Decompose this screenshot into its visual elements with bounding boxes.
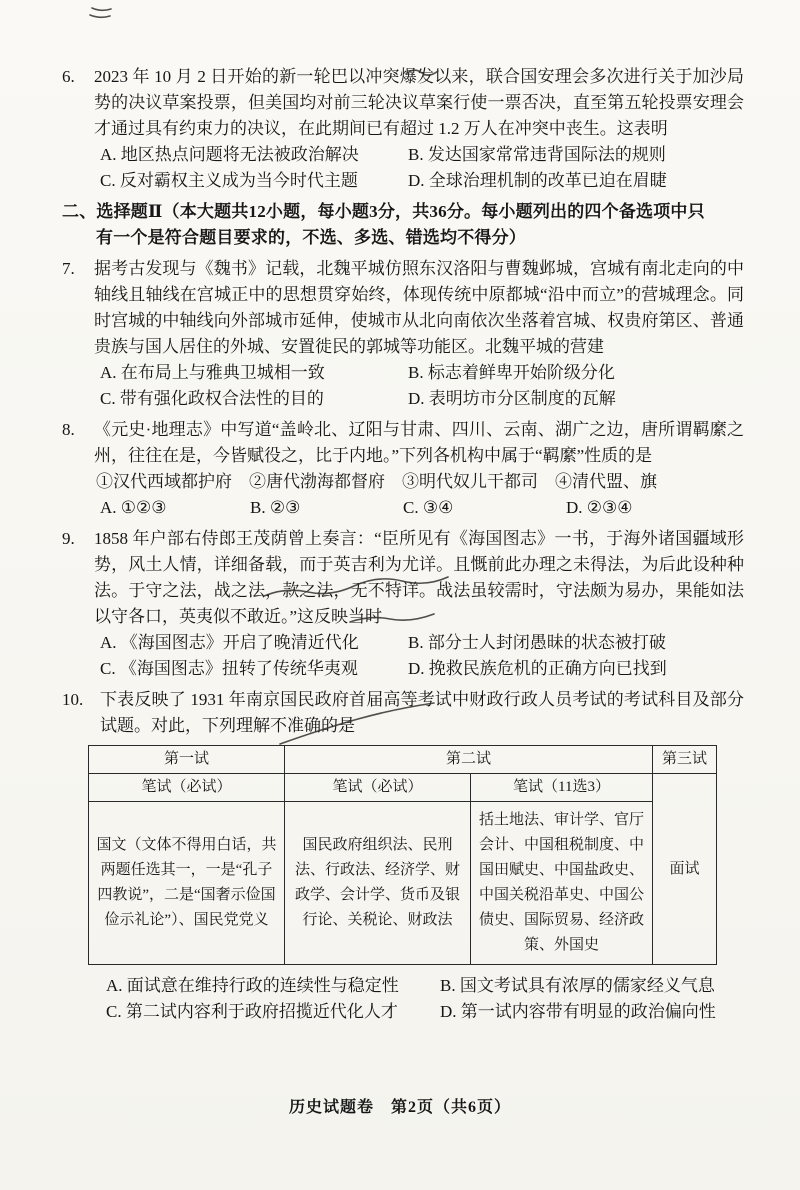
question-9-stem: 1858 年户部右侍郎王茂荫曾上奏言：“臣所见有《海国图志》一书，于海外诸国疆域形势，风土人情，详细备载，而于英吉利为尤详。且慨前此办理之未得法，为后此设种种法。于守之法，战之法，款之法，无不特详。战法虽较需时，守法颇为易办，果能如法以守各口，英夷似不敢近。”这反映当时 [94,529,744,626]
table-subheader-written-2: 笔试（必试） [285,774,471,802]
table-header-second-test: 第二试 [285,746,653,774]
question-10-option-b: B. 国文考试具有浓厚的儒家经义气息 [440,976,715,995]
question-10-option-c: C. 第二试内容利于政府招揽近代化人才 [106,1002,398,1021]
question-9 [62,526,744,682]
table-cell-second-test-elective: 括土地法、审计学、官厅会计、中国租税制度、中国田赋史、中国盐政史、中国关税沿革史、中国公债史、国际贸易、经济政策、外国史 [471,802,653,965]
question-8-stem: 《元史·地理志》中写道“盖岭北、辽阳与甘肃、四川、云南、湖广之边，唐所谓羁縻之州，往往在是，今皆赋役之，比于内地。”下列各机构中属于“羁縻”性质的是 [94,420,744,465]
table-header-row-2 [89,774,717,802]
question-10-stem: 下表反映了 1931 年南京国民政府首届高等考试中财政行政人员考试的考试科目及部分试题。对此，下列理解不准确的是 [100,690,744,735]
question-10-option-a: A. 面试意在维持行政的连续性与稳定性 [106,976,399,995]
table-header-row-1 [89,746,717,774]
section-2-heading-line2: 有一个是符合题目要求的，不选、多选、错选均不得分） [96,228,526,247]
question-9-option-b: B. 部分士人封闭愚昧的状态被打破 [408,633,666,652]
table-content-row [89,802,717,965]
question-7-number: 7. [62,259,75,278]
table-header-third-test: 第三试 [653,746,717,774]
page-content [62,64,744,1030]
section-2-heading [62,199,744,251]
question-7-option-a: A. 在布局上与雅典卫城相一致 [100,363,325,382]
question-6-option-a: A. 地区热点问题将无法被政治解决 [100,145,359,164]
table-subheader-written-1: 笔试（必试） [89,774,285,802]
question-9-options [94,630,744,682]
page-footer: 历史试题卷 第2页（共6页） [288,1099,511,1116]
question-10 [62,687,744,1025]
question-9-number: 9. [62,529,75,548]
exam-subjects-table [88,745,717,965]
question-7-options [94,360,744,412]
question-8-option-b: B. ②③ [250,498,301,517]
question-6-stem: 2023 年 10 月 2 日开始的新一轮巴以冲突爆发以来，联合国安理会多次进行关于加沙局势的决议草案投票，但美国均对前三轮决议草案行使一票否决，直至第五轮投票安理会才通过具有约束力的决议，在此期间已有超过 1.2 万人在冲突中丧生。这表明 [94,67,744,138]
section-2-heading-line1: 二、选择题Ⅱ（本大题共12小题，每小题3分，共36分。每小题列出的四个备选项中只 [62,202,705,221]
question-9-option-a: A. 《海国图志》开启了晚清近代化 [100,633,359,652]
question-10-option-d: D. 第一试内容带有明显的政治偏向性 [440,1002,716,1021]
question-7-option-d: D. 表明坊市分区制度的瓦解 [408,389,616,408]
question-10-number: 10. [62,690,84,709]
question-8-option-a: A. ①②③ [100,498,167,517]
question-10-options [100,973,744,1025]
table-cell-first-test-subjects: 国文（文体不得用白话，共两题任选其一，一是“孔子四教说”，二是“国奢示俭国俭示礼论”）、国民党党义 [89,802,285,965]
question-7-option-c: C. 带有强化政权合法性的目的 [100,389,324,408]
table-subheader-written-3: 笔试（11选3） [471,774,653,802]
table-cell-interview: 面试 [653,774,717,965]
question-7-option-b: B. 标志着鲜卑开始阶级分化 [408,363,615,382]
question-8-number: 8. [62,420,75,439]
table-cell-second-test-required: 国民政府组织法、民刑法、行政法、经济学、财政学、会计学、货币及银行论、关税论、财政法 [285,802,471,965]
question-6-number: 6. [62,67,75,86]
question-8-option-d: D. ②③④ [566,498,633,517]
question-6 [62,64,744,194]
question-7 [62,256,744,412]
question-6-option-b: B. 发达国家常常违背国际法的规则 [408,145,666,164]
corner-mark-scribble [90,8,111,17]
question-6-option-c: C. 反对霸权主义成为当今时代主题 [100,171,358,190]
question-8-numbered-items: ①汉代西域都护府 ②唐代渤海都督府 ③明代奴儿干都司 ④清代盟、旗 [96,472,657,491]
question-6-options [94,142,744,194]
question-8-option-c: C. ③④ [403,498,454,517]
question-9-option-d: D. 挽救民族危机的正确方向已找到 [408,659,667,678]
question-6-option-d: D. 全球治理机制的改革已迫在眉睫 [408,171,667,190]
question-8 [62,417,744,521]
question-9-option-c: C. 《海国图志》扭转了传统华夷观 [100,659,358,678]
table-header-first-test: 第一试 [89,746,285,774]
question-8-options [94,495,744,521]
question-7-stem: 据考古发现与《魏书》记载，北魏平城仿照东汉洛阳与曹魏邺城，宫城有南北走向的中轴线且轴线在宫城正中的思想贯穿始终，体现传统中原都城“沿中而立”的营城理念。同时宫城的中轴线向外部城市延伸，使城市从北向南依次坐落着宫城、权贵府第区、普通贵族与国人居住的外城、安置徙民的郭城等功能区。北魏平城的营建 [94,259,744,356]
